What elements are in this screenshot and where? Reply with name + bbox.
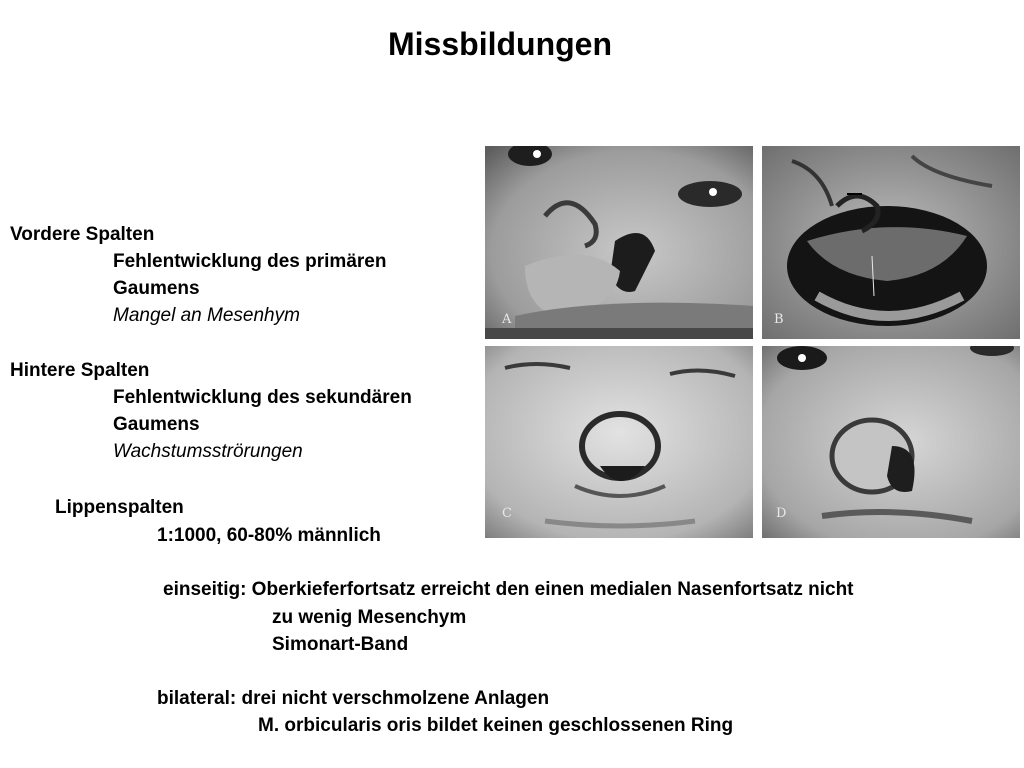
page-title: Missbildungen <box>388 26 612 62</box>
photo-panel-b <box>762 146 1020 339</box>
cleft-lip-photo-figure <box>481 146 1020 538</box>
photo-b-image <box>762 146 1020 339</box>
panel-label-b: B <box>774 312 784 327</box>
photo-c-image <box>485 346 753 538</box>
anterior-line1: Fehlentwicklung des primären <box>113 251 387 272</box>
lip-stats: 1:1000, 60-80% männlich <box>157 525 381 546</box>
lip-heading: Lippenspalten <box>55 497 184 518</box>
posterior-line2: Gaumens <box>113 414 200 435</box>
posterior-line1: Fehlentwicklung des sekundären <box>113 387 412 408</box>
posterior-heading: Hintere Spalten <box>10 360 150 381</box>
panel-label-d: D <box>776 506 787 521</box>
anterior-heading: Vordere Spalten <box>10 224 155 245</box>
posterior-note: Wachstumsströrungen <box>113 441 303 462</box>
photo-panel-a <box>485 146 753 339</box>
lip-unilateral-sub2: Simonart-Band <box>272 634 409 655</box>
lip-unilateral: einseitig: Oberkieferfortsatz erreicht den einen medialen Nasenfortsatz nicht <box>163 579 854 600</box>
photo-panel-d <box>762 346 1020 538</box>
lip-unilateral-sub1: zu wenig Mesenchym <box>272 607 467 628</box>
anterior-line2: Gaumens <box>113 278 200 299</box>
panel-label-c: C <box>502 506 512 521</box>
photo-d-image <box>762 346 1020 538</box>
anterior-note: Mangel an Mesenhym <box>113 305 300 326</box>
panel-label-a: A <box>502 312 512 327</box>
photo-a-image <box>485 146 753 339</box>
lip-bilateral: bilateral: drei nicht verschmolzene Anlagen <box>157 688 550 709</box>
lip-bilateral-sub: M. orbicularis oris bildet keinen geschlossenen Ring <box>258 715 734 736</box>
photo-panel-c <box>485 346 753 538</box>
